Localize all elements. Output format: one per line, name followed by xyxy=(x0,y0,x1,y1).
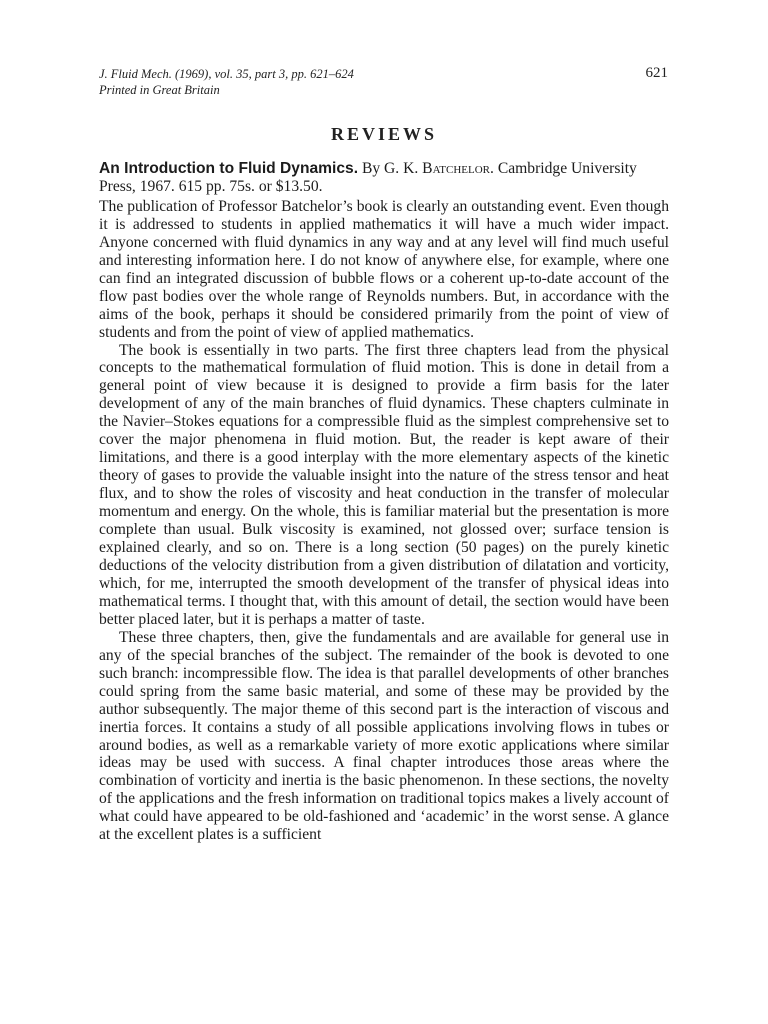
paragraph-3: These three chapters, then, give the fundamentals and are available for general use in any of the special branches of the subject. The remainder of the book is devoted to one such branch: incompressible flow. The idea is that parallel developments of other branches could spring from the same basic material, and some of these may be provided by the author subsequently. The major theme of this second part is the interaction of viscous and inertia forces. It contains a study of all possible applications involving flows in tubes or around bodies, as well as a remarkable variety of more exotic applications where similar ideas may be used with success. A final chapter introduces those areas where the combination of vorticity and inertia is the basic phenomenon. In these sections, the novelty of the applications and the fresh information on traditional topics makes a lively account of what could have appeared to be old-fashioned and ‘academic’ in the worst sense. A glance at the excellent plates is a sufficient xyxy=(99,628,669,844)
review-body xyxy=(99,160,669,844)
book-title: An Introduction to Fluid Dynamics. xyxy=(99,160,359,177)
paragraph-1: The publication of Professor Batchelor’s book is clearly an outstanding event. Even though it is addressed to students in applied mathematics it will have a much wider impact. Anyone concerned with fluid dynamics in any way and at any level will find much useful and interesting information here. I do not know of anywhere else, for example, where one can find an integrated discussion of bubble flows or a coherent up-to-date account of the flow past bodies over the whole range of Reynolds numbers. But, in accordance with the aims of the book, perhaps it should be considered primarily from the point of view of students and from the point of view of applied mathematics. xyxy=(99,197,669,341)
printed-note: Printed in Great Britain xyxy=(99,83,220,97)
running-header xyxy=(99,66,669,98)
by-word: By xyxy=(361,160,381,177)
paragraph-2: The book is essentially in two parts. The first three chapters lead from the physical concepts to the mathematical formulation of fluid motion. This is done in detail from a general point of view because it is designed to provide a firm basis for the later development of any of the main branches of fluid dynamics. These chapters culminate in the Navier–Stokes equations for a compressible fluid as the simplest comprehensive set to cover the major phenomena in fluid motion. But, the reader is kept aware of their limitations, and there is a good interplay with the more elementary aspects of the kinetic theory of gases to provide the valuable insight into the nature of the stress tensor and heat flux, and to show the roles of viscosity and heat conduction in the transfer of molecular momentum and energy. On the whole, this is familiar material but the presentation is more complete than usual. Bulk viscosity is examined, not glossed over; surface tension is explained clearly, and so on. There is a long section (50 pages) on the purely kinetic deductions of the velocity distribution from a given distribution of dilatation and vorticity, which, for me, interrupted the smooth development of the transfer of physical ideas into mathematical terms. I thought that, with this amount of detail, the section would have been better placed later, but it is perhaps a matter of taste. xyxy=(99,341,669,628)
section-title: REVIEWS xyxy=(330,124,438,144)
review-heading xyxy=(99,160,669,196)
book-author: G. K. Batchelor. xyxy=(384,160,494,177)
page-number: 621 xyxy=(645,65,668,81)
publisher-info: Cambridge University Press, 1967. 615 pp. 75s. or $13.50. xyxy=(99,160,637,195)
journal-citation: J. Fluid Mech. (1969), vol. 35, part 3, pp. 621–624 xyxy=(99,67,354,81)
